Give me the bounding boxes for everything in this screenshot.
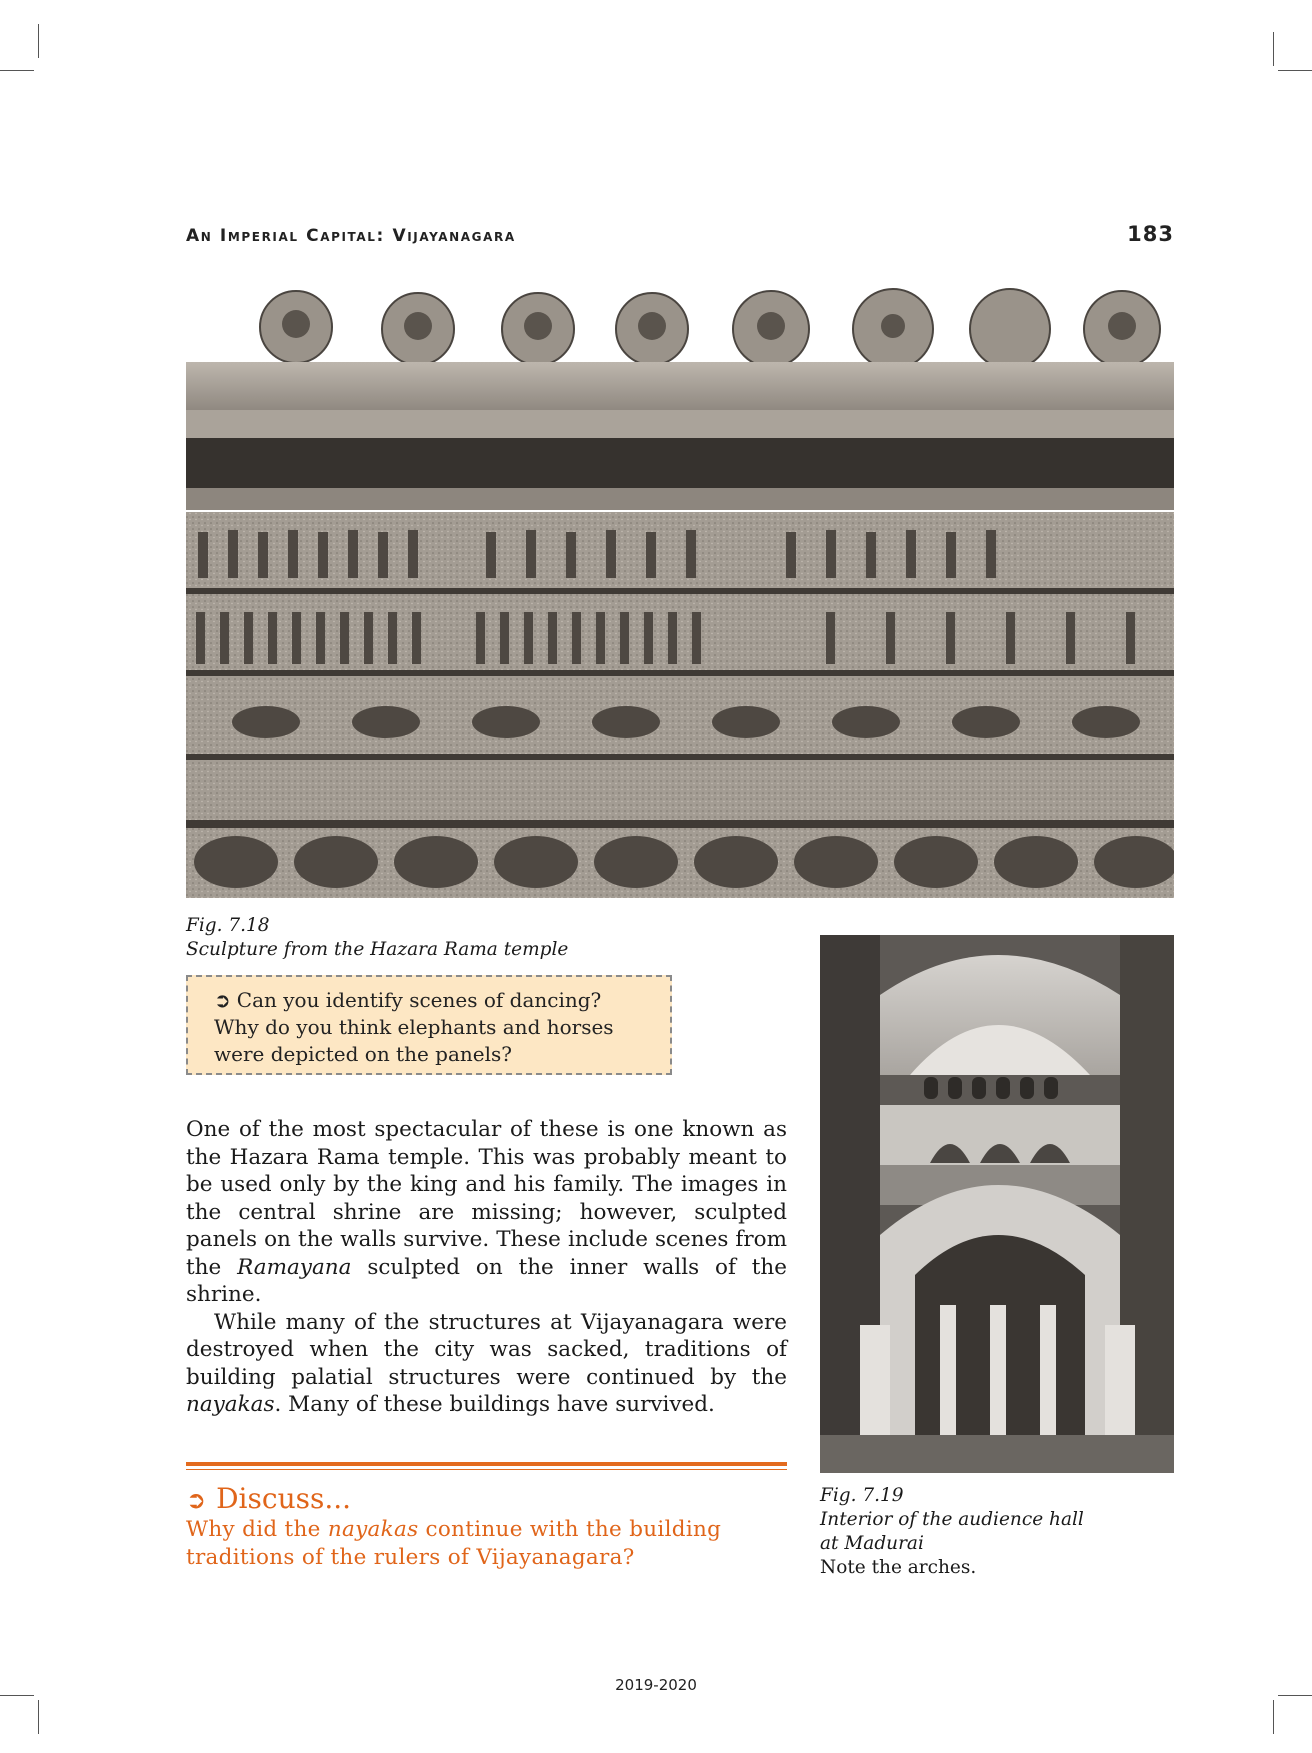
crop-mark	[1278, 70, 1312, 71]
question-line-2: Why do you think elephants and horses	[214, 1015, 614, 1039]
hazara-rama-sculpture-image	[186, 282, 1174, 898]
crop-mark	[1273, 32, 1274, 66]
crop-mark	[0, 70, 34, 71]
paragraph-1	[186, 1116, 787, 1309]
question-text: Can you identify scenes of dancing?	[236, 988, 602, 1012]
text-run: One of the most spectacular of these is one known as the Hazara Rama temple. This was probably meant to be used only by the king and his family. The images in the central shrine are missing; however, sculpted panels on the walls survive. These include scenes from the	[186, 1117, 787, 1280]
emphasis: nayakas	[186, 1392, 275, 1417]
figure-caption-text: Sculpture from the Hazara Rama temple	[186, 939, 569, 960]
question-box	[186, 975, 672, 1075]
figure-caption-text: Interior of the audience hall	[820, 1509, 1084, 1530]
body-text	[186, 1116, 787, 1419]
arrow-icon: ➲	[214, 988, 231, 1012]
running-head: An Imperial Capital: Vijayanagara	[186, 226, 516, 246]
figure-caption-7-18	[186, 914, 568, 962]
paragraph-2	[186, 1309, 787, 1419]
arrow-icon: ➲	[186, 1486, 207, 1514]
divider	[186, 1462, 787, 1466]
madurai-audience-hall-image	[820, 935, 1174, 1473]
crop-mark	[38, 24, 39, 58]
figure-number: Fig. 7.18	[186, 915, 270, 936]
crop-mark	[0, 1695, 34, 1696]
crop-mark	[1278, 1695, 1312, 1696]
text-run: While many of the structures at Vijayanagara were destroyed when the city was sacked, traditions of building palatial structures were continued by the	[186, 1309, 787, 1390]
emphasis: Ramayana	[237, 1254, 352, 1280]
footer-year: 2019-2020	[615, 1676, 697, 1694]
figure-number: Fig. 7.19	[820, 1485, 904, 1506]
discuss-title: Discuss...	[216, 1482, 352, 1515]
figure-note: Note the arches.	[820, 1557, 977, 1578]
text-run: . Many of these buildings have survived.	[274, 1392, 715, 1417]
emphasis: nayakas	[327, 1517, 419, 1542]
crop-mark	[1273, 1700, 1274, 1734]
crop-mark	[38, 1700, 39, 1734]
text-run: continue with the building traditions of the rulers of Vijayanagara?	[186, 1517, 722, 1570]
page-number: 183	[1127, 222, 1174, 246]
question-line-1	[214, 987, 662, 1014]
text-run: Why did the	[186, 1517, 328, 1542]
text-run: sculpted on the inner walls of the shrine.	[186, 1254, 787, 1307]
divider	[186, 1469, 787, 1470]
discuss-heading	[186, 1482, 351, 1515]
figure-caption-text: at Madurai	[820, 1533, 924, 1554]
figure-caption-7-19	[820, 1484, 1084, 1580]
question-line-3: were depicted on the panels?	[214, 1042, 512, 1066]
discuss-question	[186, 1516, 786, 1572]
